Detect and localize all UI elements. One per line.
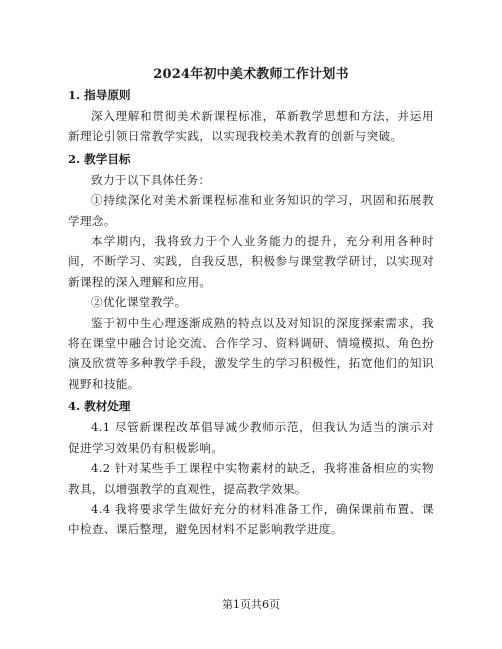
paragraph: 鉴于初中生心理逐渐成熟的特点以及对知识的深度探索需求，我将在课堂中融合讨论交流、合作学习、资料调研、情境模拟、角色扮演及欣赏等多种教学手段，激发学生的学习积极性，拓宽他们的知识视野和技能。 (68, 315, 434, 391)
page-number-footer: 第1页共6页 (222, 598, 280, 611)
section-heading-textbook-handling: 4. 教材处理 (68, 399, 131, 414)
paragraph: 4.4 我将要求学生做好充分的材料准备工作，确保课前布置、课中检查、课后整理，避免因材料不足影响教学进度。 (68, 501, 434, 537)
paragraph: 4.2 针对某些手工课程中实物素材的缺乏，我将准备相应的实物教具，以增强教学的直观性，提高教学效果。 (68, 461, 434, 496)
section-heading-teaching-goals: 2. 教学目标 (68, 151, 131, 166)
paragraph: 深入理解和贯彻美术新课程标准，革新教学思想和方法，并运用新理论引领日常教学实践，以实现我校美术教育的创新与突破。 (68, 109, 434, 144)
document-title: 2024年初中美术教师工作计划书 (153, 67, 349, 82)
section-heading-guiding-principles: 1. 指导原则 (68, 88, 131, 102)
paragraph: 本学期内，我将致力于个人业务能力的提升，充分利用各种时间，不断学习、实践，自我反思，积极参与课堂教学研讨，以实现对新课程的深入理解和应用。 (68, 234, 434, 289)
paragraph: 4.1 尽管新课程改革倡导减少教师示范，但我认为适当的演示对促进学习效果仍有积极影响。 (68, 420, 434, 455)
paragraph: 致力于以下具体任务： (91, 172, 211, 187)
paragraph: ①持续深化对美术新课程标准和业务知识的学习，巩固和拓展教学理念。 (68, 193, 434, 228)
paragraph: ②优化课堂教学。 (91, 295, 187, 310)
document-body (68, 85, 434, 540)
